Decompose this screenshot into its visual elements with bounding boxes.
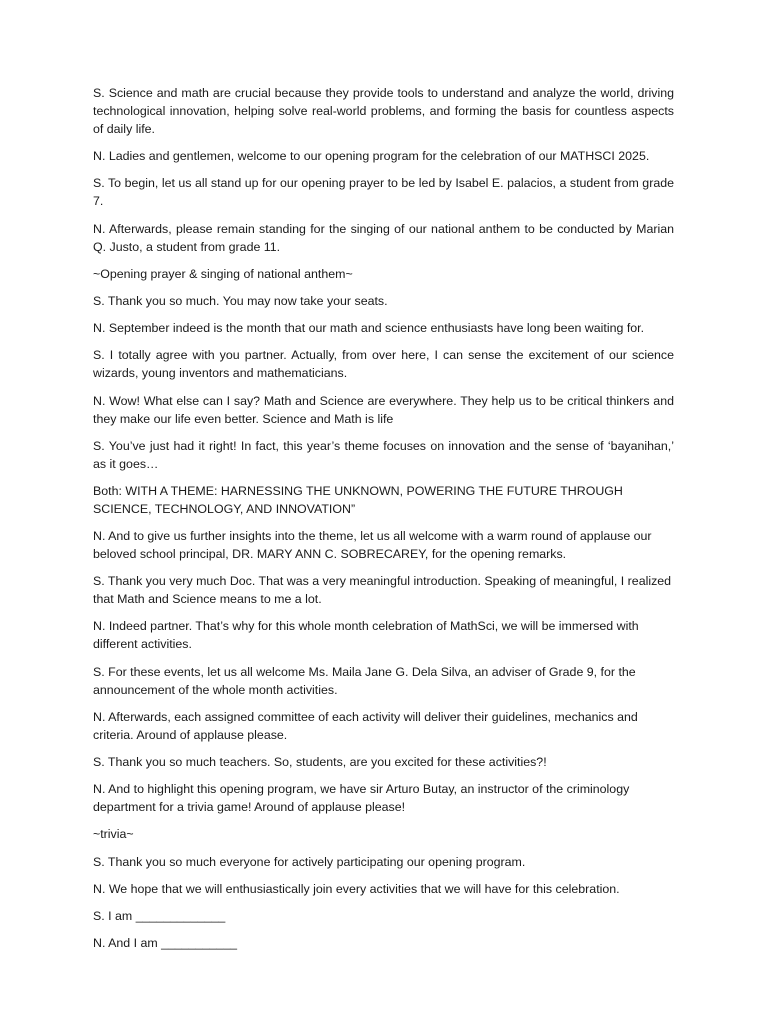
script-line-national-anthem: N. Afterwards, please remain standing for the singing of our national anthem to be conducted by Marian Q. Justo, a student from grade 11. [93, 221, 674, 254]
stage-direction-prayer-anthem: ~Opening prayer & singing of national anthem~ [93, 266, 353, 281]
script-line-september: N. September indeed is the month that our math and science enthusiasts have long been waiting for. [93, 321, 645, 336]
script-line-principal-welcome: N. And to give us further insights into the theme, let us all welcome with a warm round of applause our beloved school principal, DR. MARY ANN C. SOBRECAREY, for the opening remarks. [93, 529, 652, 562]
script-line-i-am-s: S. I am _____________ [93, 908, 226, 923]
stage-direction-trivia: ~trivia~ [93, 827, 134, 842]
script-line-committee-guidelines: N. Afterwards, each assigned committee of each activity will deliver their guidelines, mechanics and criteria. Around of applause please. [93, 709, 638, 742]
script-line-i-am-n: N. And I am ___________ [93, 936, 237, 951]
script-line-thank-everyone: S. Thank you so much everyone for actively participating our opening program. [93, 854, 526, 869]
script-line-trivia-intro: N. And to highlight this opening program, we have sir Arturo Butay, an instructor of the criminology department for a trivia game! Around of applause please! [93, 782, 630, 815]
script-line-thank-teachers: S. Thank you so much teachers. So, students, are you excited for these activities?! [93, 755, 547, 769]
script-line-theme-intro: S. You’ve just had it right! In fact, this year’s theme focuses on innovation and the sense of ‘bayanihan,’ as it goes… [93, 438, 674, 471]
script-line-welcome: N. Ladies and gentlemen, welcome to our opening program for the celebration of our MATHSCI 2025. [93, 149, 650, 164]
script-line-opening-prayer: S. To begin, let us all stand up for our opening prayer to be led by Isabel E. palacios, a student from grade 7. [93, 176, 674, 209]
script-line-science-math-crucial: S. Science and math are crucial because they provide tools to understand and analyze the world, driving technological innovation, helping solve real-world problems, and forming the basis for countless aspects of daily life. [93, 86, 674, 136]
script-line-hope-join: N. We hope that we will enthusiastically join every activities that we will have for this celebration. [93, 881, 620, 896]
script-line-theme: Both: WITH A THEME: HARNESSING THE UNKNOWN, POWERING THE FUTURE THROUGH SCIENCE, TECHNOLOGY, AND INNOVATION” [93, 483, 623, 516]
script-line-whole-month: N. Indeed partner. That’s why for this whole month celebration of MathSci, we will be immersed with different activities. [93, 619, 639, 652]
document-page [93, 84, 674, 961]
script-line-thank-doc: S. Thank you very much Doc. That was a very meaningful introduction. Speaking of meaningful, I realized that Math and Science means to me a lot. [93, 574, 672, 607]
script-line-activities-announcement: S. For these events, let us all welcome Ms. Maila Jane G. Dela Silva, an adviser of Grade 9, for the announcement of the whole month activities. [93, 664, 636, 697]
script-line-agree-partner: S. I totally agree with you partner. Actually, from over here, I can sense the excitement of our science wizards, young inventors and mathematicians. [93, 348, 674, 381]
script-line-take-seats: S. Thank you so much. You may now take your seats. [93, 293, 388, 308]
script-line-math-science-everywhere: N. Wow! What else can I say? Math and Science are everywhere. They help us to be critical thinkers and they make our life even better. Science and Math is life [93, 393, 674, 426]
